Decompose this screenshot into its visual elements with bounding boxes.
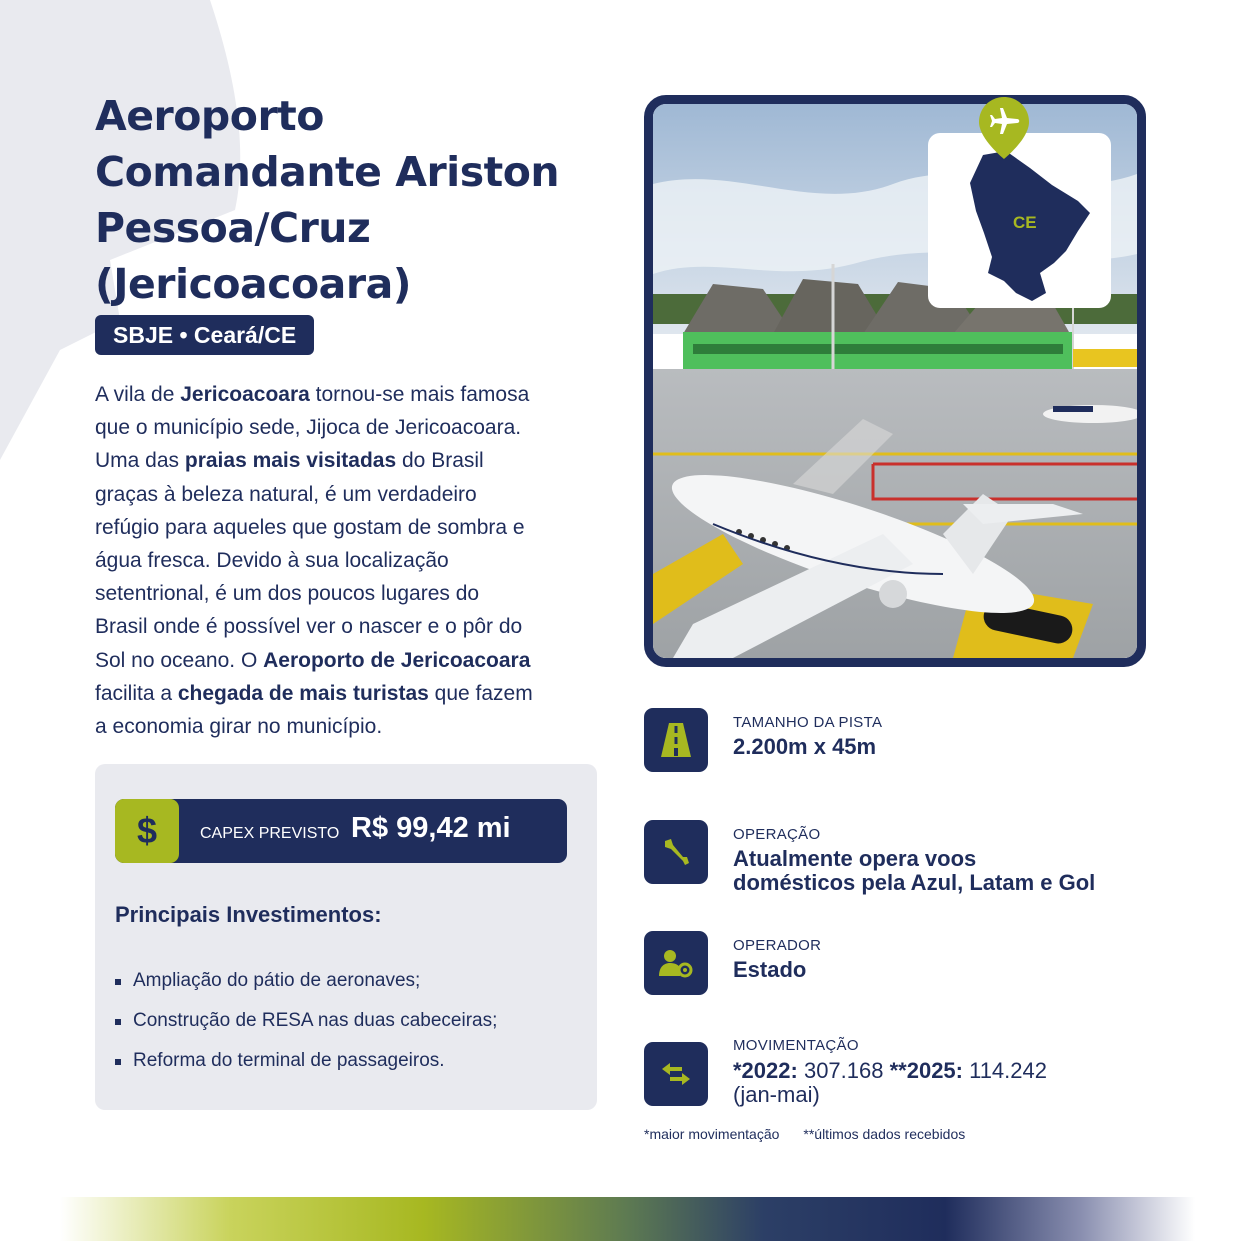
capex-value: R$ 99,42 mi	[351, 812, 511, 844]
operator-label: OPERADOR	[733, 937, 822, 954]
movement-label: MOVIMENTAÇÃO	[733, 1037, 859, 1054]
intro-line: graças à beleza natural, é um verdadeiro	[95, 482, 477, 506]
title-line: (Jericoacoara)	[95, 260, 411, 308]
intro-line: A vila de Jericoacoara tornou-se mais famosa	[95, 383, 530, 406]
footnotes	[644, 1126, 965, 1142]
intro-line: facilita a chegada de mais turistas que fazem	[95, 681, 533, 705]
intro-line: Sol no oceano. O Aeroporto de Jericoacoara	[95, 648, 531, 672]
runway-label: TAMANHO DA PISTA	[733, 714, 883, 731]
road-icon	[644, 708, 708, 772]
list-item: Reforma do terminal de passageiros.	[115, 1050, 497, 1090]
title-line: Aeroporto	[95, 92, 324, 140]
dollar-icon: $	[115, 799, 179, 863]
intro-line: setentrional, é um dos poucos lugares do	[95, 582, 480, 606]
investments-list	[115, 970, 497, 1090]
airport-code-badge: SBJE • Ceará/CE	[95, 315, 314, 355]
arrows-exchange-icon	[644, 1042, 708, 1106]
footer-gradient-bar	[60, 1197, 1195, 1241]
bullet-icon	[115, 979, 121, 985]
capex-box	[115, 799, 567, 863]
operator-value: Estado	[733, 957, 807, 982]
operation-label: OPERAÇÃO	[733, 826, 821, 843]
page-title	[95, 88, 615, 312]
operation-value: Atualmente opera voos domésticos pela Azul, Latam e Gol	[733, 846, 1096, 895]
movement-value: *2022: 307.168 **2025: 114.242 (jan-mai)	[733, 1058, 1047, 1107]
bullet-icon	[115, 1059, 121, 1065]
capex-label: CAPEX PREVISTO	[200, 825, 340, 842]
user-gear-icon	[644, 931, 708, 995]
investments-title: Principais Investimentos:	[115, 902, 382, 927]
list-item: Ampliação do pátio de aeronaves;	[115, 970, 497, 1010]
wrench-icon	[644, 820, 708, 884]
title-line: Pessoa/Cruz	[95, 204, 371, 252]
runway-value: 2.200m x 45m	[733, 734, 877, 759]
footnote: *maior movimentação	[644, 1126, 780, 1142]
state-label: CE	[1013, 213, 1037, 232]
intro-line: água fresca. Devido à sua localização	[95, 549, 449, 573]
intro-line: refúgio para aqueles que gostam de sombra e	[95, 515, 525, 539]
bullet-icon	[115, 1019, 121, 1025]
list-item: Construção de RESA nas duas cabeceiras;	[115, 1010, 497, 1050]
intro-paragraph	[95, 378, 595, 743]
footnote: **últimos dados recebidos	[803, 1126, 966, 1142]
intro-line: que o município sede, Jijoca de Jericoacoara.	[95, 416, 522, 440]
intro-line: Uma das praias mais visitadas do Brasil	[95, 449, 484, 473]
title-line: Comandante Ariston	[95, 148, 560, 196]
intro-line: Brasil onde é possível ver o nascer e o pôr do	[95, 615, 523, 639]
airplane-pin-icon	[977, 95, 1031, 161]
intro-line: a economia girar no município.	[95, 715, 383, 739]
investment-panel	[95, 764, 597, 1110]
